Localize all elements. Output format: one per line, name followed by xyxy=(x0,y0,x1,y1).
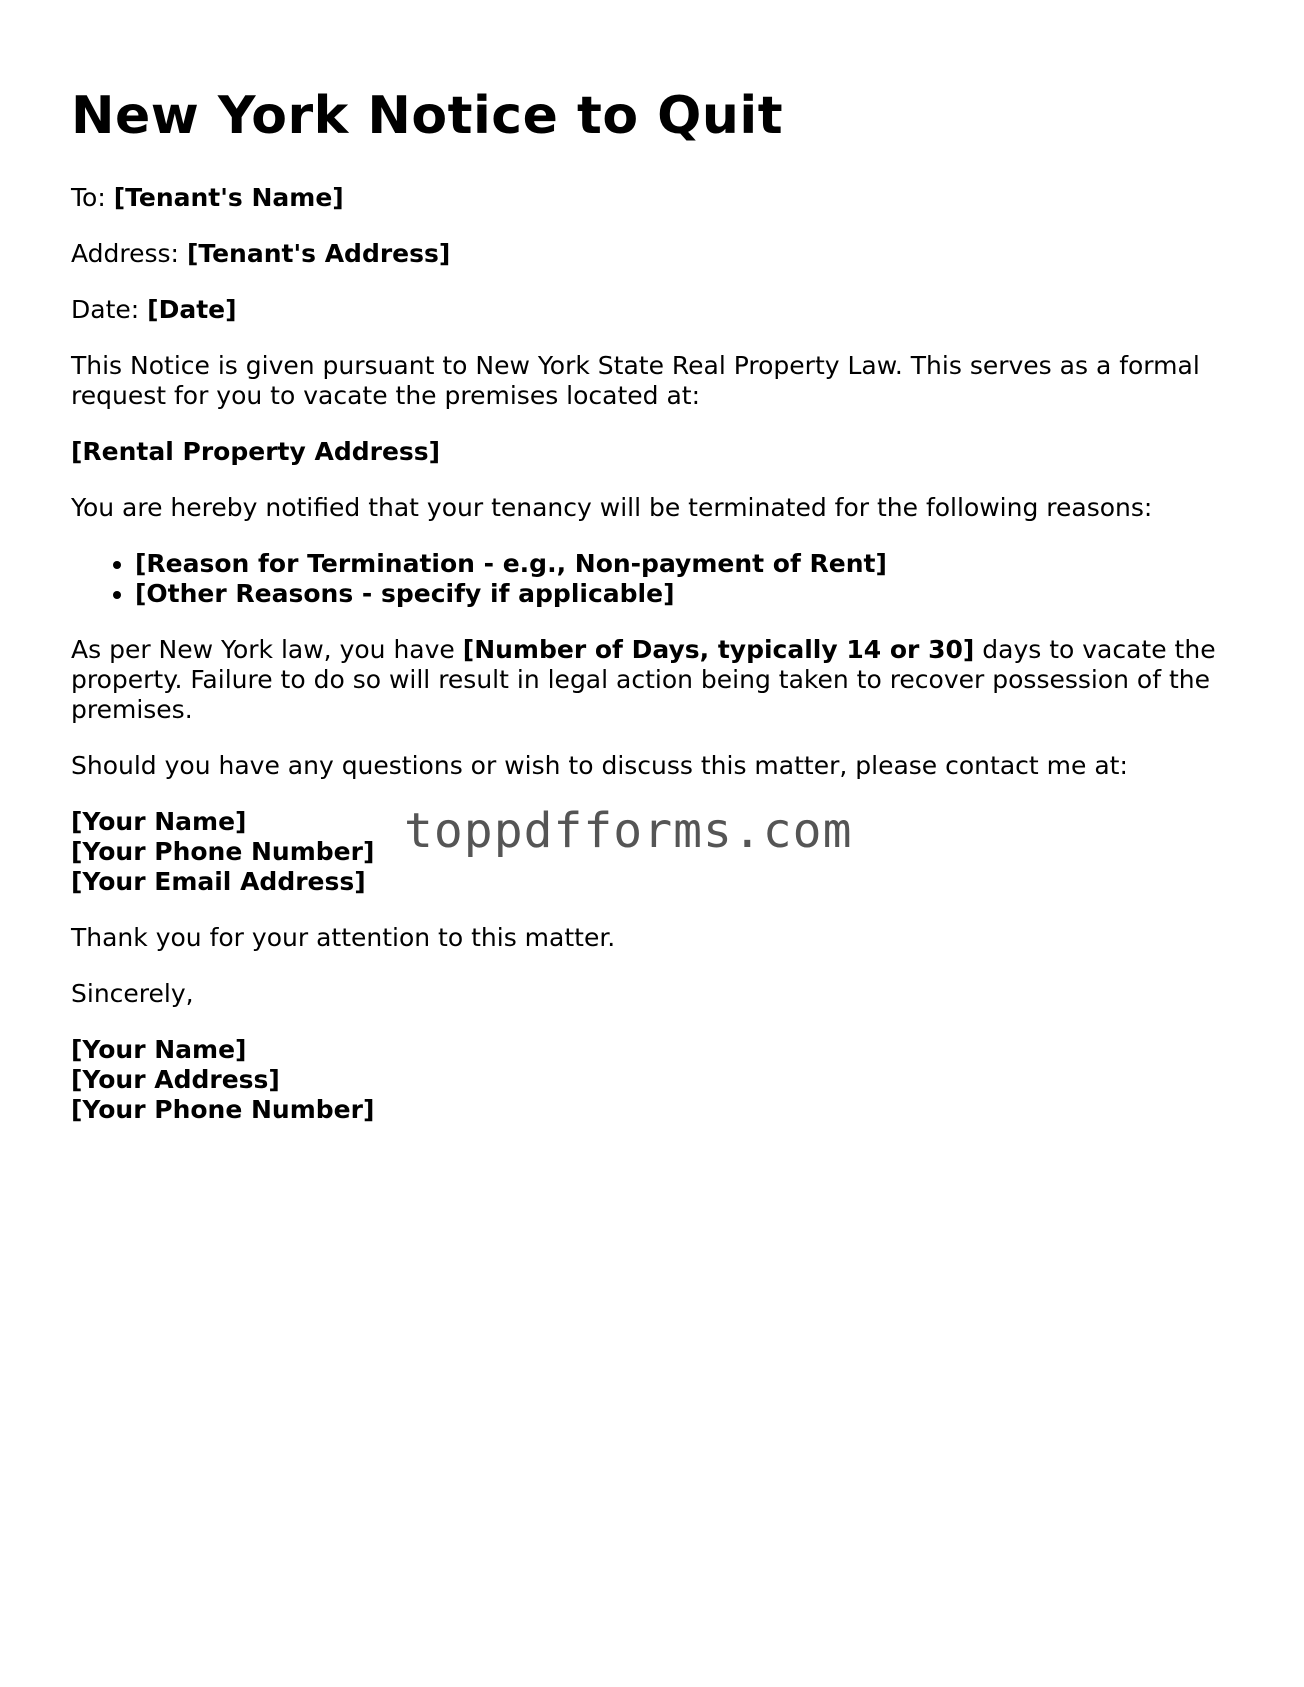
closing-line: Sincerely, xyxy=(71,979,194,1009)
signature-address: [Your Address] xyxy=(71,1065,280,1095)
date-line xyxy=(71,295,1241,325)
tenant-address: [Tenant's Address] xyxy=(186,239,451,269)
date-label: Date: xyxy=(71,295,140,325)
address-label: Address: xyxy=(71,239,179,269)
tenant-name: [Tenant's Name] xyxy=(113,183,344,213)
date-value: [Date] xyxy=(147,295,237,325)
to-line xyxy=(71,183,1241,213)
reasons-list xyxy=(71,549,1241,609)
days-prefix: As per New York law, you have xyxy=(71,635,455,665)
watermark: toppdfforms.com xyxy=(404,803,853,860)
intro-paragraph: This Notice is given pursuant to New York State Real Property Law. This serves as a formal request for you to vacate the premises located at: xyxy=(71,351,1200,411)
days-suffix: days to vacate the property. Failure to do so will result in legal action being taken to recover possession of the premises. xyxy=(71,635,1216,725)
rental-property-address: [Rental Property Address] xyxy=(71,437,441,467)
list-item: • [Other Reasons - specify if applicable] xyxy=(135,579,1241,609)
address-line xyxy=(71,239,1241,269)
contact-intro: Should you have any questions or wish to discuss this matter, please contact me at: xyxy=(71,751,1128,781)
document-page xyxy=(71,88,1241,1151)
contact-email: [Your Email Address] xyxy=(71,867,366,897)
reasons-intro: You are hereby notified that your tenancy will be terminated for the following reasons: xyxy=(71,493,1153,523)
days-value: [Number of Days, typically 14 or 30] xyxy=(462,635,975,665)
list-item: • [Reason for Termination - e.g., Non-payment of Rent] xyxy=(135,549,1241,579)
to-label: To: xyxy=(71,183,106,213)
thanks-line: Thank you for your attention to this matter. xyxy=(71,923,616,953)
signature-name: [Your Name] xyxy=(71,1035,247,1065)
contact-phone: [Your Phone Number] xyxy=(71,837,375,867)
contact-block xyxy=(71,803,1241,897)
document-title: New York Notice to Quit xyxy=(71,86,784,146)
signature-block xyxy=(71,1035,1241,1125)
contact-name: [Your Name] xyxy=(71,807,247,837)
days-paragraph xyxy=(71,635,1241,725)
signature-phone: [Your Phone Number] xyxy=(71,1095,375,1125)
